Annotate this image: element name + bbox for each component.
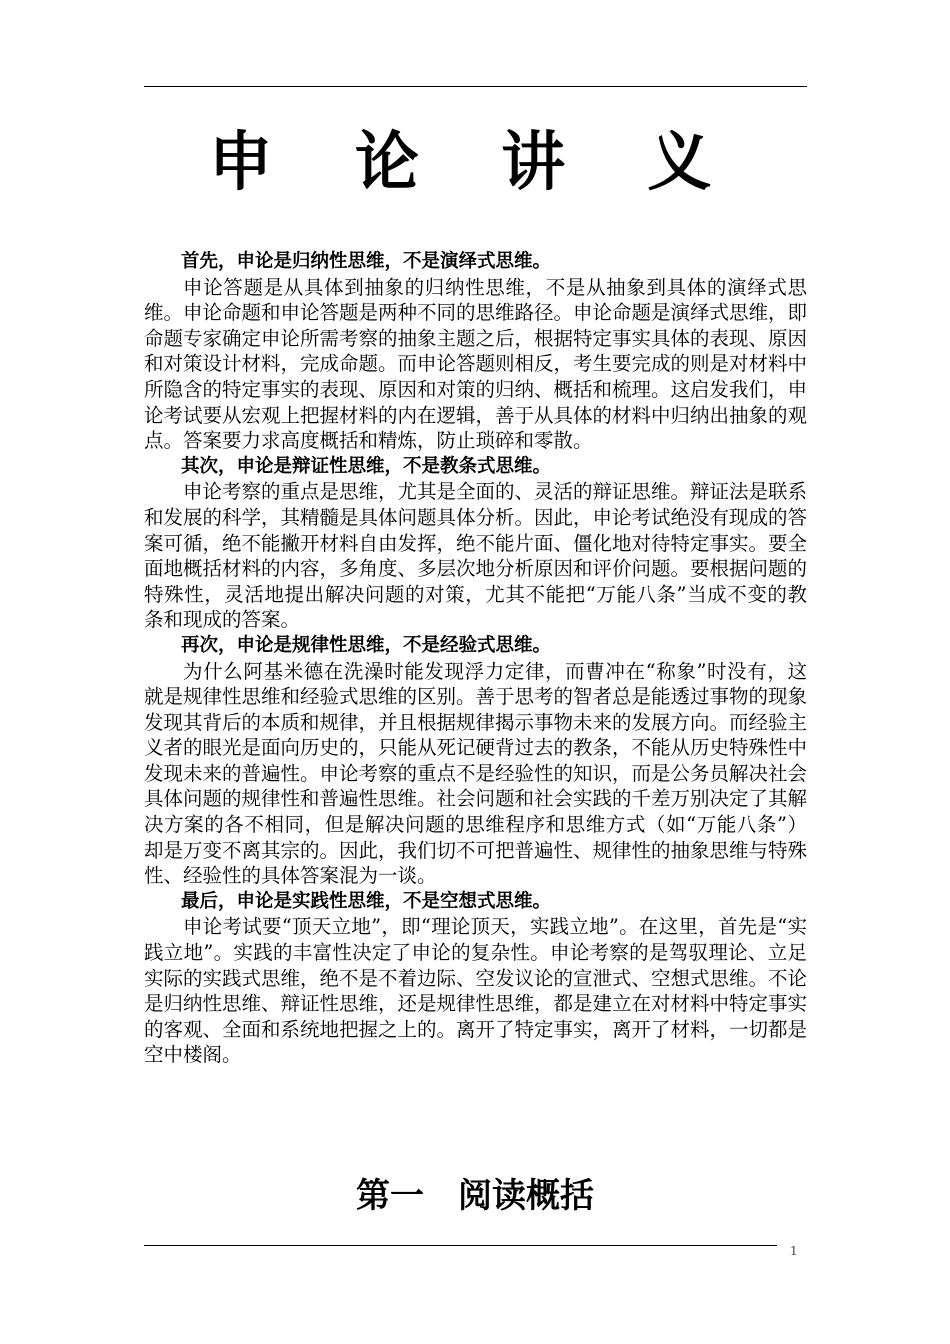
paragraph-3: 为什么阿基米德在洗澡时能发现浮力定律，而曹冲在“称象”时没有，这就是规律性思维和经验式思维的区别。善于思考的智者总是能透过事物的现象发现其背后的本质和规律，并且根据规律揭示事物未来的发展方向。而经验主义者的眼光是面向历史的，只能从死记硬背过去的教条，不能从历史特殊性中发现未来的普遍性。申论考察的重点不是经验性的知识，而是公务员解决社会具体问题的规律性和普遍性思维。社会问题和社会实践的千差万别决定了其解决方案的各不相同，但是解决问题的思维程序和思维方式（如“万能八条”）却是万变不离其宗的。因此，我们切不可把普遍性、规律性的抽象思维与特殊性、经验性的具体答案混为一谈。 bbox=[144, 659, 808, 888]
page-title: 申 论 讲 义 bbox=[208, 126, 742, 200]
footer-rule bbox=[144, 1245, 777, 1246]
body-text bbox=[144, 249, 807, 1068]
page-number: 1 bbox=[790, 1244, 798, 1258]
chapter-heading: 第一 阅读概括 bbox=[356, 1176, 594, 1216]
section-heading-4: 最后，申论是实践性思维，不是空想式思维。 bbox=[181, 890, 552, 912]
section-heading-2: 其次，申论是辩证性思维，不是教条式思维。 bbox=[181, 455, 552, 477]
header-rule bbox=[144, 86, 807, 87]
paragraph-2: 申论考察的重点是思维，尤其是全面的、灵活的辩证思维。辩证法是联系和发展的科学，其精髓是具体问题具体分析。因此，申论考试绝没有现成的答案可循，绝不能撇开材料自由发挥，绝不能片面、僵化地对待特定事实。要全面地概括材料的内容，多角度、多层次地分析原因和评价问题。要根据问题的特殊性，灵活地提出解决问题的对策，尤其不能把“万能八条”当成不变的教条和现成的答案。 bbox=[144, 480, 808, 632]
section-heading-1: 首先，申论是归纳性思维，不是演绎式思维。 bbox=[181, 251, 552, 272]
paragraph-1: 申论答题是从具体到抽象的归纳性思维，不是从抽象到具体的演绎式思维。申论命题和申论答题是两种不同的思维路径。申论命题是演绎式思维，即命题专家确定申论所需考察的抽象主题之后，根据特定事实具体的表现、原因和对策设计材料，完成命题。而申论答题则相反，考生要完成的则是对材料中所隐含的特定事实的表现、原因和对策的归纳、概括和梳理。这启发我们，申论考试要从宏观上把握材料的内在逻辑，善于从具体的材料中归纳出抽象的观点。答案要力求高度概括和精炼，防止琐碎和零散。 bbox=[144, 275, 808, 453]
section-heading-3: 再次，申论是规律性思维，不是经验式思维。 bbox=[181, 634, 552, 656]
paragraph-4: 申论考试要“顶天立地”，即“理论顶天，实践立地”。在这里，首先是“实践立地”。实践的丰富性决定了申论的复杂性。申论考察的是驾驭理论、立足实际的实践式思维，绝不是不着边际、空发议论的宣泄式、空想式思维。不论是归纳性思维、辩证性思维，还是规律性思维，都是建立在对材料中特定事实的客观、全面和系统地把握之上的。离开了特定事实，离开了材料，一切都是空中楼阁。 bbox=[144, 915, 808, 1067]
